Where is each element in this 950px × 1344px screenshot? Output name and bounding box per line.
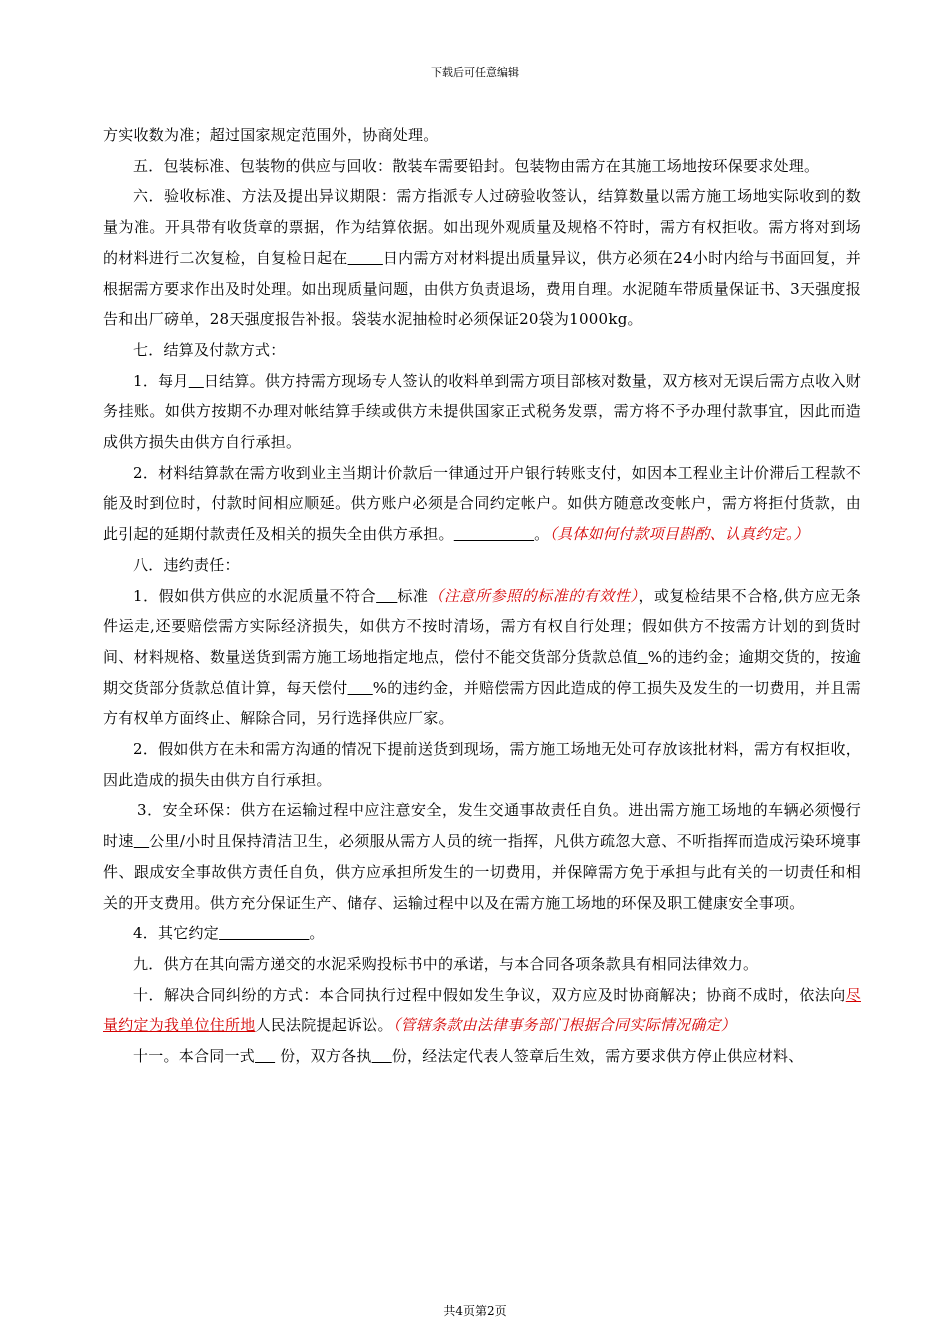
blank-recheck-days xyxy=(348,249,383,267)
note-payment: （具体如何付款项目斟酌、认真约定。） xyxy=(549,525,809,544)
paragraph-monthly-settlement: 1．每月 日结算。供方持需方现场专人签认的收料单到需方项目部核对数量，双方核对无误后需方点收入财务挂账。如供方按期不办理对帐结算手续或供方未提供国家正式税务发票，需方将不予办理付款事宜，因此而造成供方损失由供方自行承担。 xyxy=(103,371,861,452)
blank-daily-penalty xyxy=(348,679,373,697)
blank-speed xyxy=(134,832,149,850)
paragraph-packaging: 五．包装标准、包装物的供应与回收：散装车需要铅封。包装物由需方在其施工场地按环保要求处理。 xyxy=(133,156,820,175)
blank-copies xyxy=(255,1047,275,1065)
blank-settlement-day xyxy=(189,372,204,390)
court-location-note: 尽量约定为我单位住所地 xyxy=(103,985,861,1035)
page-header: 下载后可任意编辑 xyxy=(431,66,519,79)
paragraph-payment: 2．材料结算款在需方收到业主当期计价款后一律通过开户银行转账支付，如因本工程业主计价滞后工程款不能及时到位时，付款时间相应顺延。供方账户必须是合同约定帐户。如供方随意改变帐户，需方将拒付货款，由此引起的延期付款责任及相关的损失全由供方承担。 。（具体如何付款项目斟酌、认真约定。） xyxy=(103,463,861,544)
paragraph-liability-heading: 八．违约责任： xyxy=(133,555,240,574)
paragraph-quality-breach: 1．假如供方供应的水泥质量不符合 标准（注意所参照的标准的有效性），或复检结果不合格,供方应无条件运走,还要赔偿需方实际经济损失，如供方不按时清场，需方有权自行处理；假如供方不按需方计划的到货时间、材料规格、数量送货到需方施工场地指定地点，偿付不能交货部分货款总值 %的违约金；逾期交货的，按逾期交货部分货款总值计算，每天偿付 %的违约金，并赔偿需方因此造成的停工损失及发生的一切费用，并且需方有权单方面终止、解除合同，另行选择供应厂家。 xyxy=(103,586,861,728)
paragraph-quantity-end: 方实收数为准；超过国家规定范围外，协商处理。 xyxy=(103,126,439,144)
paragraph-other-terms: 4．其它约定 。 xyxy=(133,924,325,943)
paragraph-copies: 十一。本合同一式 份，双方各执 份，经法定代表人签章后生效，需方要求供方停止供应材料、 xyxy=(133,1047,804,1066)
blank-each-party xyxy=(372,1047,392,1065)
blank-standard xyxy=(376,587,397,605)
note-jurisdiction: （管辖条款由法律事务部门根据合同实际情况确定） xyxy=(392,1016,737,1035)
note-standard: （注意所参照的标准的有效性） xyxy=(428,586,639,605)
blank-payment-terms xyxy=(454,525,534,543)
page-footer: 共4页第2页 xyxy=(443,1304,507,1318)
blank-other-terms xyxy=(219,924,309,942)
paragraph-bid-commitment: 九．供方在其向需方递交的水泥采购投标书中的承诺，与本合同各项条款具有相同法律效力。 xyxy=(133,954,759,973)
paragraph-acceptance: 六．验收标准、方法及提出异议期限：需方指派专人过磅验收签认，结算数量以需方施工场地实际收到的数量为准。开具带有收货章的票据，作为结算依据。如出现外观质量及规格不符时，需方有权拒收。需方将对到场的材料进行二次复检，自复检日起在 日内需方对材料提出质量异议，供方必须在24小时内给与书面回复，并根据需方要求作出及时处理。如出现质量问题，由供方负责退场，费用自理。水泥随车带质量保证书、3天强度报告和出厂磅单，28天强度报告补报。袋装水泥抽检时必须保证20袋为1000kg。 xyxy=(103,187,861,329)
paragraph-early-delivery: 2．假如供方在未和需方沟通的情况下提前送货到现场，需方施工场地无处可存放该批材料，需方有权拒收，因此造成的损失由供方自行承担。 xyxy=(103,740,861,789)
paragraph-dispute: 十．解决合同纠纷的方式：本合同执行过程中假如发生争议，双方应及时协商解决；协商不成时，依法向尽量约定为我单位住所地人民法院提起诉讼。（管辖条款由法律事务部门根据合同实际情况确定） xyxy=(103,985,861,1035)
paragraph-safety: 3．安全环保：供方在运输过程中应注意安全，发生交通事故责任自负。进出需方施工场地的车辆必须慢行时速 公里/小时且保持清洁卫生，必须服从需方人员的统一指挥，凡供方疏忽大意、不听指挥而造成污染环境事件、跟成安全事故供方责任自负，供方应承担所发生的一切费用，并保障需方免于承担与此有关的一切责任和相关的开支费用。供方充分保证生产、储存、运输过程中以及在需方施工场地的环保及职工健康安全事项。 xyxy=(103,801,861,912)
blank-penalty-rate xyxy=(638,648,648,666)
paragraph-settlement-heading: 七．结算及付款方式： xyxy=(133,340,286,359)
contract-body xyxy=(103,120,861,1072)
